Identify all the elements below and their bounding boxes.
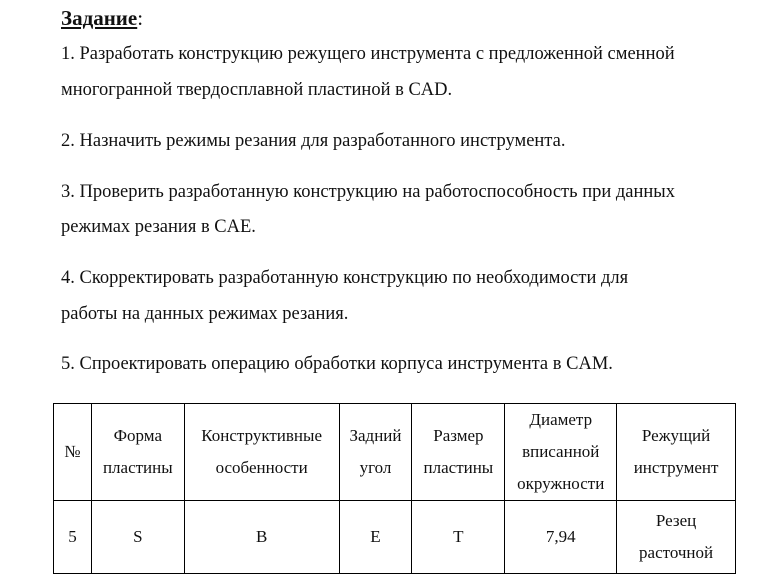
header-cell-inscribed-diameter: Диаметр вписанной окружности <box>505 404 617 501</box>
header-cell-insert-size: Размер пластины <box>412 404 505 501</box>
task-heading-text: Задание <box>61 6 138 30</box>
task-item-3-line-2: режимах резания в CAE. <box>61 217 256 237</box>
cell-clearance-angle: E <box>339 501 412 574</box>
task-item-5-line-1: 5. Спроектировать операцию обработки корпуса инструмента в CAM. <box>61 354 613 374</box>
task-heading <box>61 4 143 32</box>
cell-insert-size: T <box>412 501 505 574</box>
header-cell-insert-shape: Форма пластины <box>91 404 184 501</box>
cell-design-features: B <box>184 501 339 574</box>
task-item-2-line-1: 2. Назначить режимы резания для разработанного инструмента. <box>61 131 566 151</box>
task-item-4-line-2: работы на данных режимах резания. <box>61 304 349 324</box>
task-item-4-line-1: 4. Скорректировать разработанную конструкцию по необходимости для <box>61 268 629 288</box>
cell-insert-shape: S <box>91 501 184 574</box>
header-cell-design-features: Конструктивные особенности <box>184 404 339 501</box>
task-item-1-line-2: многогранной твердосплавной пластиной в CAD. <box>61 80 453 100</box>
table-header-row <box>54 404 736 501</box>
task-item-3-line-1: 3. Проверить разработанную конструкцию на работоспособность при данных <box>61 182 675 202</box>
task-heading-colon: : <box>137 6 144 30</box>
header-cell-number: № <box>54 404 92 501</box>
table-row <box>54 501 736 574</box>
cell-inscribed-diameter: 7,94 <box>505 501 617 574</box>
header-cell-cutting-tool: Режущий инструмент <box>617 404 736 501</box>
task-item-1-line-1: 1. Разработать конструкцию режущего инструмента с предложенной сменной <box>61 44 675 64</box>
cell-number: 5 <box>54 501 92 574</box>
cell-cutting-tool: Резец расточной <box>617 501 736 574</box>
parameters-table <box>53 403 736 574</box>
header-cell-clearance-angle: Задний угол <box>339 404 412 501</box>
